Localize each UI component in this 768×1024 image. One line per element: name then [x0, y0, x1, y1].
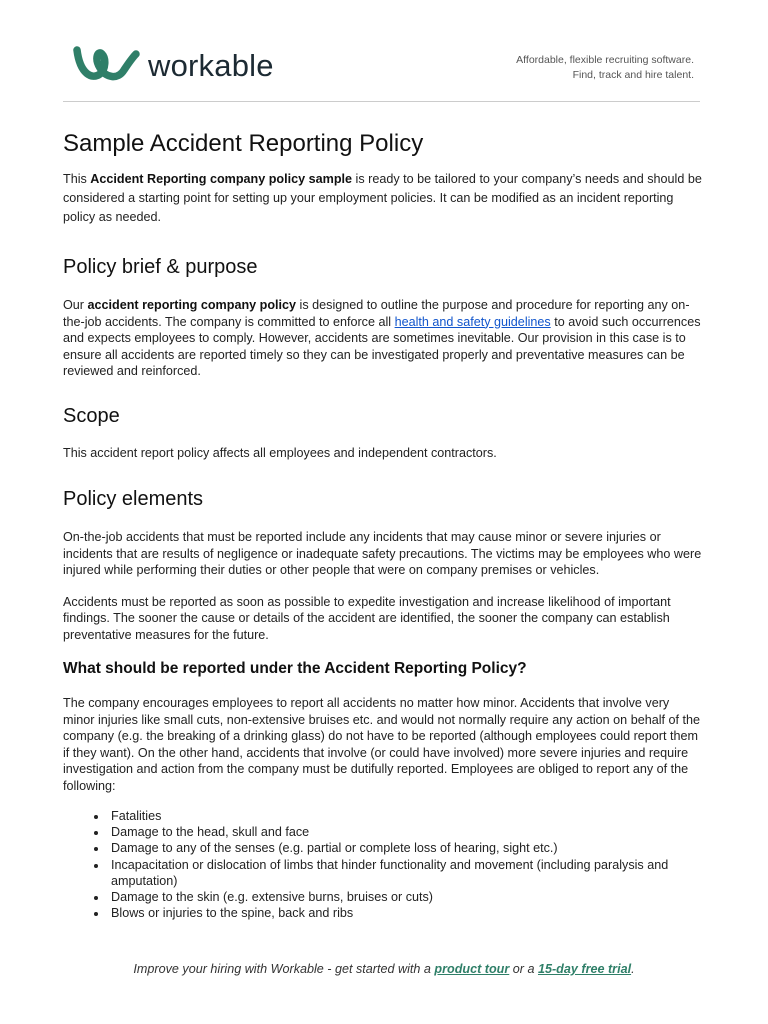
list-item: • Incapacitation or dislocation of limbs that hinder functionality and movement (including paralysis and amputation) [108, 857, 703, 889]
list-item: • Blows or injuries to the spine, back and ribs [108, 905, 703, 921]
policy-brief-bold-text: accident reporting company policy [87, 298, 297, 312]
intro-paragraph [63, 170, 703, 227]
workable-logo-icon [72, 44, 140, 86]
policy-elements-paragraph-2: Accidents must be reported as soon as possible to expedite investigation and increase likelihood of important findings. The sooner the cause or details of the accident are identified, the sooner the company can establish preventative measures for the future. [63, 594, 671, 642]
list-item: • Damage to any of the senses (e.g. partial or complete loss of hearing, sight etc.) [108, 840, 703, 856]
list-item: • Damage to the head, skull and face [108, 824, 703, 840]
logo-wordmark: workable [148, 47, 274, 83]
policy-brief-paragraph [63, 297, 703, 380]
section-heading-policy-brief: Policy brief & purpose [63, 256, 258, 278]
policy-brief-text-end: to avoid such occurrences and expects employees to comply. However, accidents are sometimes inevitable. Our provision in this case is to ensure all accidents are reported timely so they can be investigated properly and preventative measures can be reviewed and reinforced. [63, 314, 701, 378]
free-trial-link[interactable]: 15-day free trial [537, 962, 632, 976]
policy-brief-text-start: Our [63, 298, 88, 312]
document-body [63, 128, 703, 921]
list-item: • Damage to the skin (e.g. extensive burns, bruises or cuts) [108, 889, 703, 905]
policy-elements-paragraph-1: On-the-job accidents that must be reported include any incidents that may cause minor or severe injuries or incidents that are results of negligence or inadequate safety precautions. The victims may be employees who were injured while performing their duties or other people that were on company premises or vehicles. [63, 530, 702, 577]
health-safety-guidelines-link[interactable]: health and safety guidelines [394, 314, 551, 329]
section-heading-scope: Scope [63, 404, 120, 427]
reportable-injuries-list [63, 808, 703, 921]
tagline-line-2: Find, track and hire talent. [572, 69, 694, 81]
footer-text-start: Improve your hiring with Workable - get started with a [133, 962, 435, 976]
intro-text-end: is ready to be tailored to your company’s needs and should be considered a starting point for setting up your employment policies. It can be modified as an incident reporting policy as needed. [63, 172, 702, 224]
footer-text-mid: or a [509, 962, 538, 976]
page-title: Sample Accident Reporting Policy [63, 130, 424, 157]
section-heading-policy-elements: Policy elements [63, 488, 204, 510]
tagline-line-1: Affordable, flexible recruiting software. [516, 54, 694, 66]
footer-text-end: . [631, 962, 635, 976]
what-reported-paragraph: The company encourages employees to report all accidents no matter how minor. Accidents that involve very minor injuries like small cuts, non-extensive bruises etc. and would not normally require any action on behalf of the company (e.g. the breaking of a drinking glass) do not have to be reported (although employees could report them if they want). On the other hand, accidents that involve (or could have involved) more severe injuries and require investigation and action from the company must be dutifully reported. Employees are obliged to report any of the following: [63, 696, 701, 793]
intro-text-start: This [63, 172, 91, 186]
product-tour-link[interactable]: product tour [434, 962, 510, 976]
section-heading-what-reported: What should be reported under the Accident Reporting Policy? [63, 660, 527, 677]
intro-bold-text: Accident Reporting company policy sample [90, 172, 353, 186]
header-tagline [516, 53, 694, 83]
policy-brief-text-mid: is designed to outline the purpose and procedure for reporting any on-the-job accidents. The company is committed to enforce all [63, 298, 690, 329]
workable-logo[interactable] [72, 44, 274, 86]
header-divider [63, 101, 700, 102]
page-footer [0, 962, 768, 976]
scope-paragraph: This accident report policy affects all employees and independent contractors. [63, 445, 497, 460]
list-item: • Fatalities [108, 808, 703, 824]
page-header [0, 0, 768, 102]
